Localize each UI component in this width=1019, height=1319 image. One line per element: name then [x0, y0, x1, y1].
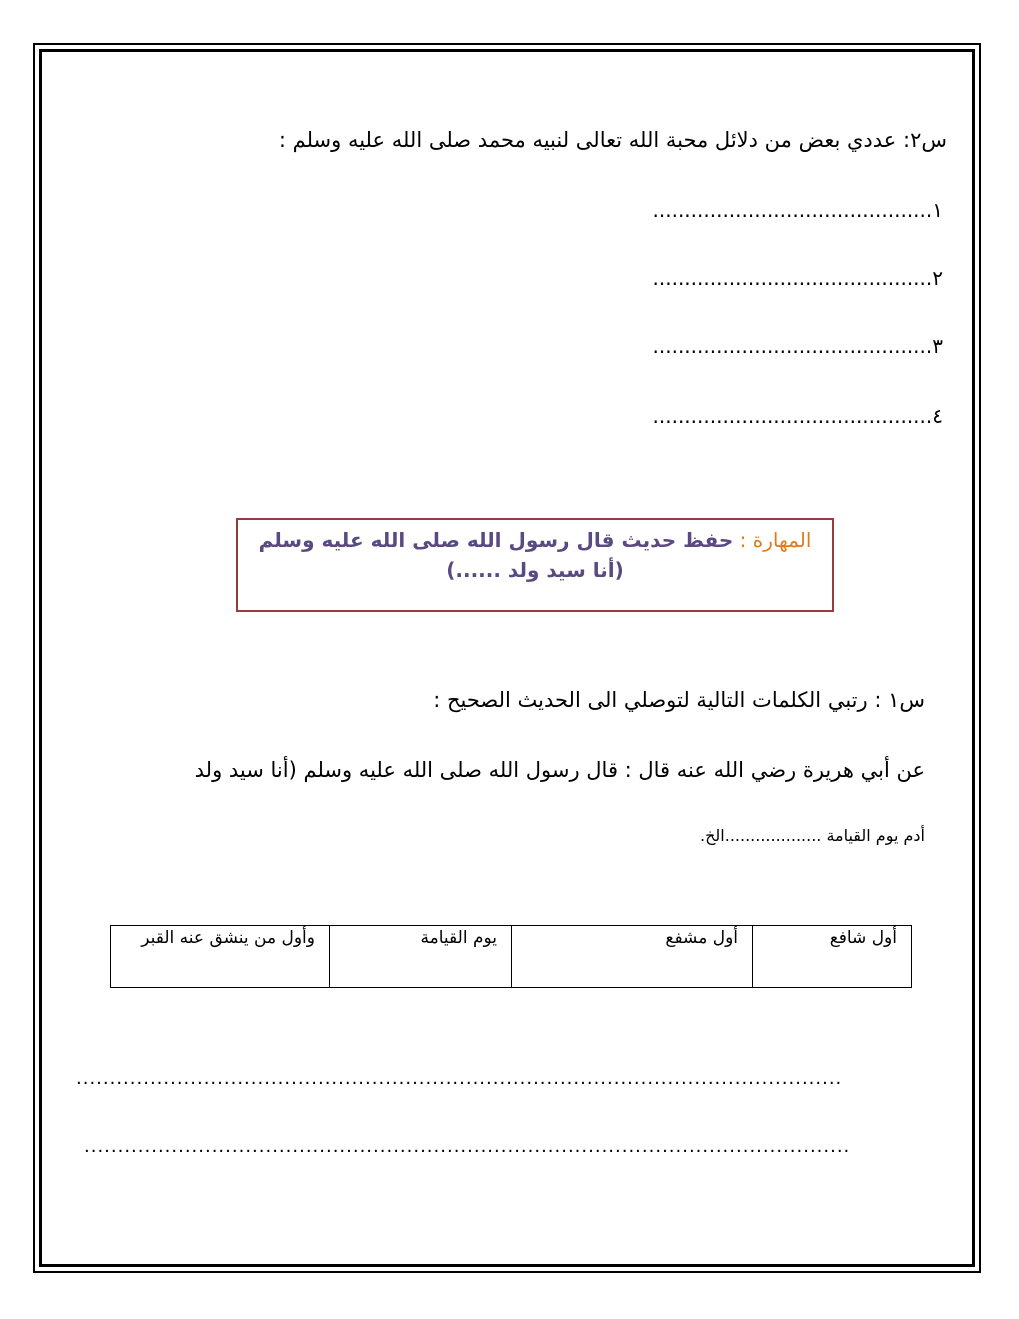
word-cell-2: أول مشفع — [512, 926, 753, 988]
answer-dotted-line-2: .................................................................................................................. — [84, 1136, 851, 1157]
answer-line-1: ١............................................ — [652, 198, 943, 222]
table-row — [111, 926, 912, 988]
answer-line-2: ٢............................................ — [652, 266, 943, 290]
skill-box — [236, 518, 834, 612]
word-table — [110, 925, 912, 988]
skill-row — [238, 528, 832, 552]
skill-label: المهارة : — [733, 528, 812, 552]
answer-dotted-line-1: .................................................................................................................. — [76, 1068, 843, 1089]
question-2-title: س٢: عددي بعض من دلائل محبة الله تعالى لنبيه محمد صلى الله عليه وسلم : — [278, 128, 947, 152]
answer-line-4: ٤............................................ — [652, 404, 943, 428]
word-cell-1: أول شافع — [753, 926, 912, 988]
hadith-line-1: عن أبي هريرة رضي الله عنه قال : قال رسول الله صلى الله عليه وسلم (أنا سيد ولد — [194, 758, 925, 782]
skill-hadith-start: (أنا سيد ولد ......) — [446, 558, 624, 582]
word-cell-3: يوم القيامة — [330, 926, 512, 988]
hadith-line-2: أدم يوم القيامة ...................الخ. — [700, 826, 925, 845]
answer-line-3: ٣............................................ — [652, 334, 943, 358]
question-1-title: س١ : رتبي الكلمات التالية لتوصلي الى الحديث الصحيح : — [433, 688, 925, 712]
skill-text: حفظ حديث قال رسول الله صلى الله عليه وسلم — [258, 528, 734, 552]
word-cell-4: وأول من ينشق عنه القبر — [111, 926, 330, 988]
